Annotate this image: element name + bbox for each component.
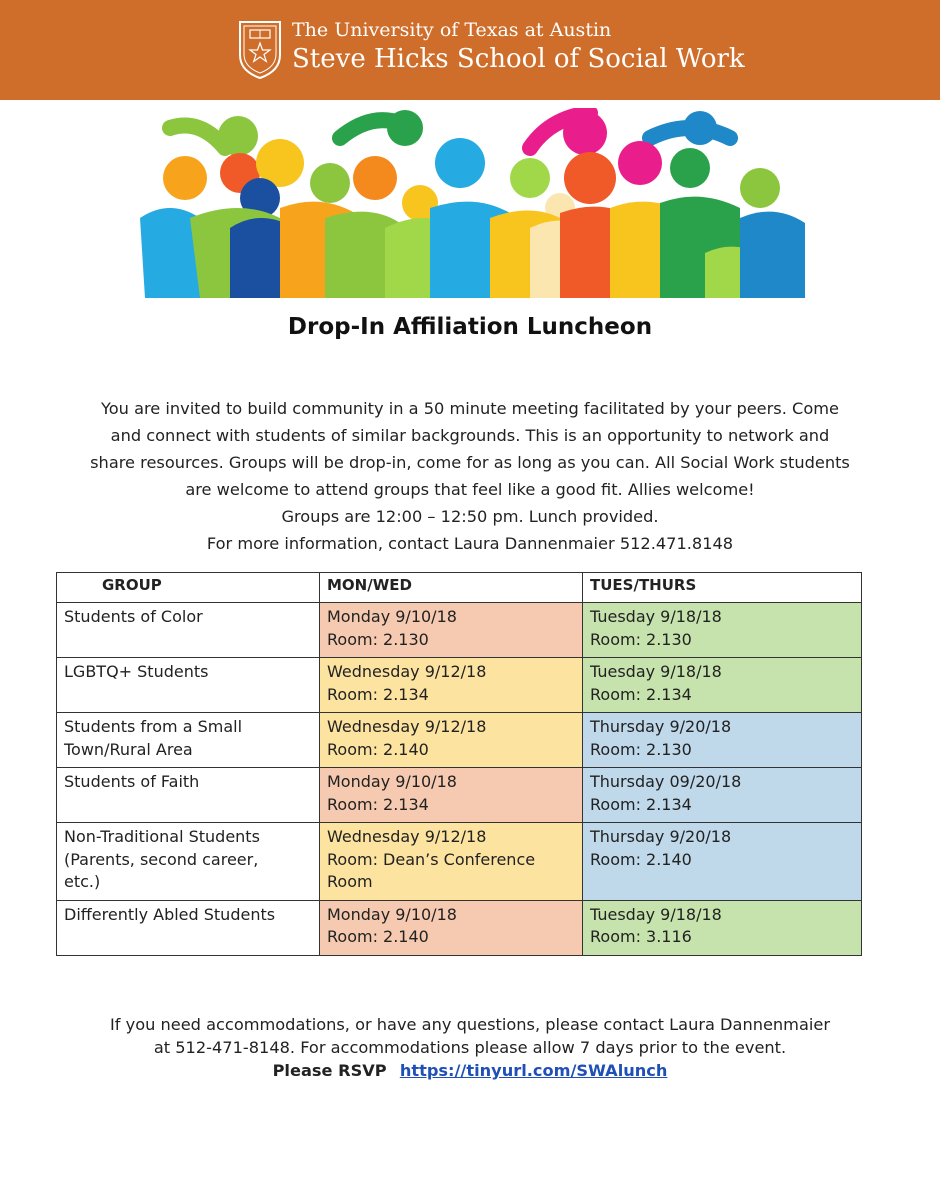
- table-row: [57, 900, 862, 955]
- rsvp-line: [40, 1059, 900, 1082]
- table-row: [57, 768, 862, 823]
- intro-line: are welcome to attend groups that feel like a good fit. Allies welcome!: [185, 480, 755, 499]
- mon-wed-cell: [320, 713, 583, 768]
- group-cell: [57, 900, 320, 955]
- session-room: Room: 2.134: [590, 794, 692, 814]
- session-room: Room: 2.140: [590, 849, 692, 869]
- rsvp-link[interactable]: https://tinyurl.com/SWAlunch: [399, 1061, 668, 1080]
- group-name: (Parents, second career,: [64, 849, 259, 869]
- tues-thurs-cell: [583, 768, 862, 823]
- session-date: Wednesday 9/12/18: [327, 717, 487, 736]
- group-cell: [57, 768, 320, 823]
- session-room: Room: Dean’s Conference: [327, 849, 536, 869]
- intro-line: share resources. Groups will be drop-in, come for as long as you can. All Social Work students: [90, 453, 850, 472]
- ut-seal-icon: [237, 19, 283, 81]
- mon-wed-cell: [320, 768, 583, 823]
- group-cell: [57, 713, 320, 768]
- intro-line: You are invited to build community in a 50 minute meeting facilitated by your peers. Come: [101, 399, 839, 418]
- session-date: Tuesday 9/18/18: [590, 607, 722, 626]
- session-date: Wednesday 9/12/18: [327, 662, 487, 681]
- rsvp-label: Please RSVP: [272, 1061, 387, 1080]
- session-room: Room: 2.130: [590, 629, 692, 649]
- accommodations-line: at 512-471-8148. For accommodations please allow 7 days prior to the event.: [153, 1038, 787, 1057]
- group-name: Students from a Small: [64, 717, 243, 736]
- accommodations-line: If you need accommodations, or have any questions, please contact Laura Dannenmaier: [110, 1015, 830, 1034]
- page-title: Drop-In Affiliation Luncheon: [287, 314, 653, 340]
- group-cell: [57, 658, 320, 713]
- table-row: [57, 658, 862, 713]
- tues-thurs-cell: [583, 658, 862, 713]
- group-name: Students of Color: [64, 607, 203, 626]
- group-name: Non-Traditional Students: [64, 827, 260, 846]
- mon-wed-cell: [320, 900, 583, 955]
- group-name: Students of Faith: [64, 772, 200, 791]
- mon-wed-cell: [320, 603, 583, 658]
- schedule-table: [56, 572, 862, 956]
- column-header-group: GROUP: [57, 573, 320, 603]
- contact-line: For more information, contact Laura Dannenmaier 512.471.8148: [206, 534, 734, 553]
- session-date: Tuesday 9/18/18: [590, 904, 722, 924]
- session-room: Room: 2.134: [327, 684, 429, 704]
- schedule-time-line: Groups are 12:00 – 12:50 pm. Lunch provided.: [281, 507, 659, 526]
- university-name: The University of Texas at Austin: [292, 19, 612, 41]
- tues-thurs-cell: [583, 603, 862, 658]
- session-room: Room: 2.140: [327, 927, 429, 946]
- tues-thurs-cell: [583, 713, 862, 768]
- session-date: Thursday 9/20/18: [590, 827, 732, 846]
- table-row: [57, 603, 862, 658]
- group-cell: [57, 823, 320, 901]
- mon-wed-cell: [320, 823, 583, 901]
- session-date: Tuesday 9/18/18: [590, 662, 722, 681]
- session-date: Monday 9/10/18: [327, 904, 457, 924]
- table-row: [57, 713, 862, 768]
- table-header-row: [57, 573, 862, 603]
- intro-paragraph: [40, 395, 900, 557]
- session-room: Room: 2.130: [590, 739, 692, 759]
- session-date: Monday 9/10/18: [327, 772, 457, 791]
- tues-thurs-cell: [583, 900, 862, 955]
- session-date: Thursday 09/20/18: [590, 772, 742, 791]
- community-people-illustration: [130, 108, 810, 298]
- column-header-mon-wed: MON/WED: [320, 573, 583, 603]
- group-cell: [57, 603, 320, 658]
- header-banner: [0, 0, 940, 100]
- session-room: Room: 2.134: [590, 684, 692, 704]
- session-room: Room: 2.140: [327, 739, 429, 759]
- tues-thurs-cell: [583, 823, 862, 901]
- group-name: LGBTQ+ Students: [64, 662, 209, 681]
- school-name: Steve Hicks School of Social Work: [292, 44, 745, 74]
- intro-line: and connect with students of similar backgrounds. This is an opportunity to network and: [110, 426, 830, 445]
- session-date: Monday 9/10/18: [327, 607, 457, 626]
- group-name: Town/Rural Area: [64, 739, 193, 759]
- session-date: Thursday 9/20/18: [590, 717, 732, 736]
- footer-note: [40, 1013, 900, 1082]
- session-date: Wednesday 9/12/18: [327, 827, 487, 846]
- session-room: Room: 3.116: [590, 927, 692, 946]
- column-header-tues-thurs: TUES/THURS: [583, 573, 862, 603]
- group-name: etc.): [64, 872, 101, 891]
- group-name: Differently Abled Students: [64, 904, 276, 924]
- session-room: Room: 2.134: [327, 794, 429, 814]
- session-room: Room: [327, 872, 373, 891]
- session-room: Room: 2.130: [327, 629, 429, 649]
- table-row: [57, 823, 862, 901]
- mon-wed-cell: [320, 658, 583, 713]
